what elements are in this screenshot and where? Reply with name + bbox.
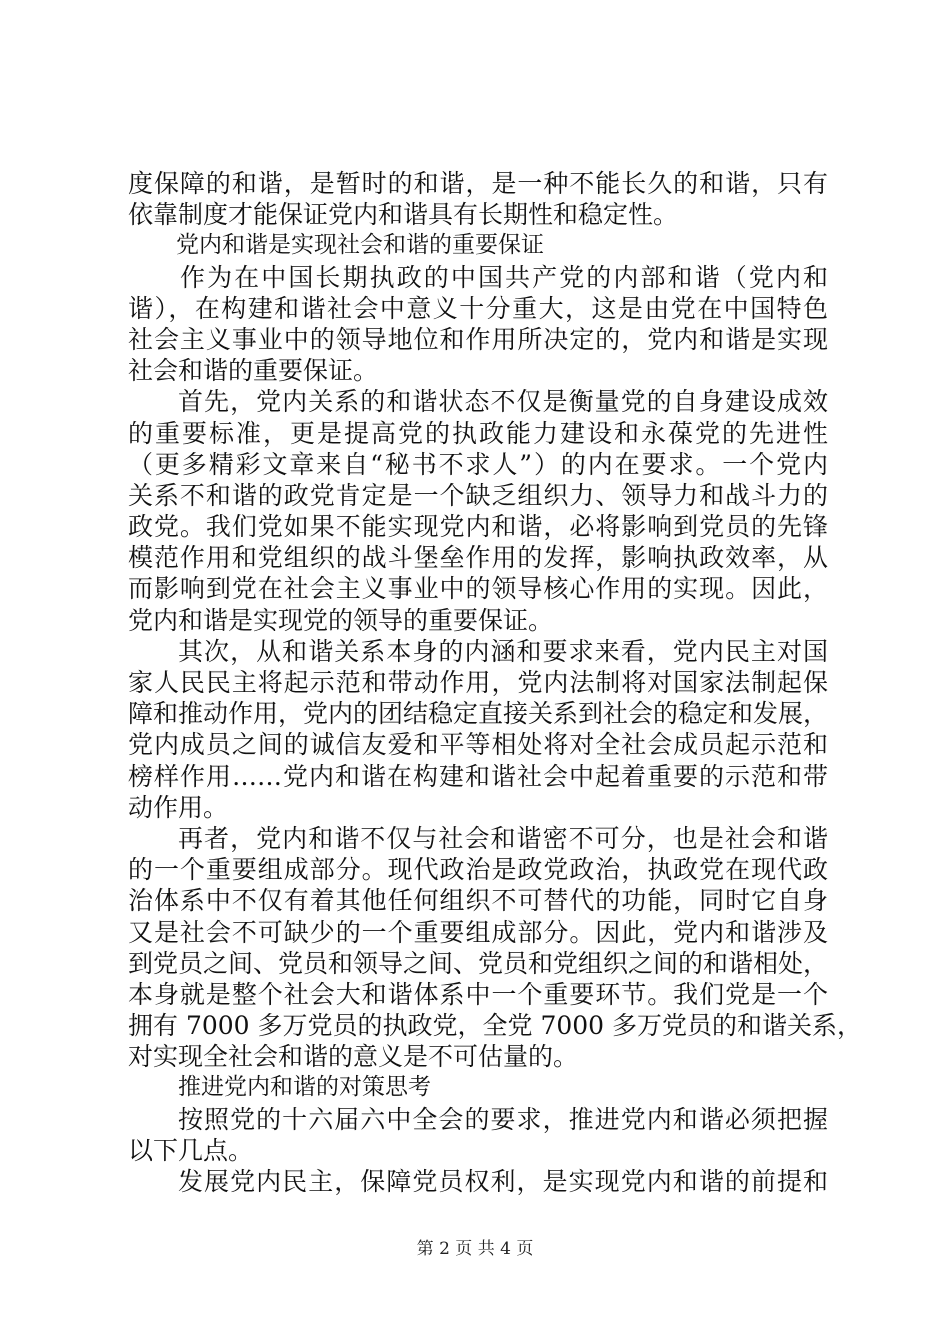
paragraph-line: 动作用。 [128, 792, 229, 822]
paragraph-line: 再者，党内和谐不仅与社会和谐密不可分，也是社会和谐 [178, 823, 828, 853]
paragraph [128, 823, 863, 1073]
paragraph-line: 家人民民主将起示范和带动作用，党内法制将对国家法制起保 [128, 668, 828, 697]
paragraph-line: 到党员之间、党员和领导之间、党员和党组织之间的和谐相处， [128, 948, 829, 978]
paragraph-line: 依靠制度才能保证党内和谐具有长期性和稳定性。 [128, 200, 679, 230]
paragraph-line: 首先，党内关系的和谐状态不仅是衡量党的自身建设成效 [178, 387, 828, 417]
paragraph-line: 关系不和谐的政党肯定是一个缺乏组织力、领导力和战斗力的 [128, 480, 828, 510]
paragraph-line: 政党。我们党如果不能实现党内和谐，必将影响到党员的先锋 [128, 512, 828, 542]
paragraph-line: 的重要标准，更是提高党的执政能力建设和永葆党的先进性 [128, 418, 828, 448]
paragraph-line: 本身就是整个社会大和谐体系中一个重要环节。我们党是一个 [128, 979, 828, 1009]
paragraph-line: 模范作用和党组织的战斗堡垒作用的发挥，影响执政效率，从 [128, 543, 828, 573]
paragraph-line: 党内成员之间的诚信友爱和平等相处将对全社会成员起示范和 [128, 730, 828, 760]
heading-text: 党内和谐是实现社会和谐的重要保证 [176, 232, 544, 259]
paragraph-line: 的一个重要组成部分。现代政治是政党政治，执政党在现代政 [128, 855, 828, 885]
paragraph-line: 又是社会不可缺少的一个重要组成部分。因此，党内和谐涉及 [128, 917, 828, 947]
paragraph-line: 社会主义事业中的领导地位和作用所决定的，党内和谐是实现 [128, 324, 828, 354]
paragraph-line: 对实现全社会和谐的意义是不可估量的。 [128, 1042, 579, 1072]
paragraph-line: 拥有 7000 多万党员的执政党，全党 7000 多万党员的和谐关系， [128, 1011, 863, 1041]
paragraph [128, 262, 828, 387]
paragraph-line: 发展党内民主，保障党员权利，是实现党内和谐的前提和 [178, 1167, 828, 1196]
heading-text: 推进党内和谐的对策思考 [178, 1074, 431, 1101]
paragraph-line: 作为在中国长期执政的中国共产党的内部和谐（党内和 [180, 262, 828, 292]
paragraph-line: 而影响到党在社会主义事业中的领导核心作用的实现。因此， [128, 574, 828, 604]
paragraph-line: 社会和谐的重要保证。 [128, 356, 379, 386]
paragraph-line: 榜样作用……党内和谐在构建和谐社会中起着重要的示范和带 [128, 761, 828, 791]
paragraph-line: 障和推动作用，党内的团结稳定直接关系到社会的稳定和发展， [128, 699, 829, 729]
paragraph-line: 治体系中不仅有着其他任何组织不可替代的功能，同时它自身 [128, 886, 828, 916]
paragraph-line: 其次，从和谐关系本身的内涵和要求来看，党内民主对国 [178, 636, 828, 666]
paragraph [128, 636, 828, 823]
paragraph [128, 168, 828, 230]
paragraph-line: 以下几点。 [128, 1135, 254, 1165]
section-heading [128, 1072, 828, 1103]
section-heading [128, 230, 828, 261]
paragraph-line: 谐），在构建和谐社会中意义十分重大，这是由党在中国特色 [128, 293, 828, 323]
paragraph-line: （更多精彩文章来自“秘书不求人”）的内在要求。一个党内 [128, 449, 828, 479]
document-body [128, 168, 863, 1197]
paragraph [128, 1104, 828, 1166]
paragraph-line: 党内和谐是实现党的领导的重要保证。 [128, 605, 554, 635]
page-number-footer: 第 2 页 共 4 页 [416, 1239, 534, 1259]
paragraph [128, 1166, 828, 1197]
paragraph-line: 按照党的十六届六中全会的要求，推进党内和谐必须把握 [178, 1104, 828, 1134]
paragraph [128, 386, 828, 636]
paragraph-line: 度保障的和谐，是暂时的和谐，是一种不能长久的和谐，只有 [128, 169, 828, 198]
